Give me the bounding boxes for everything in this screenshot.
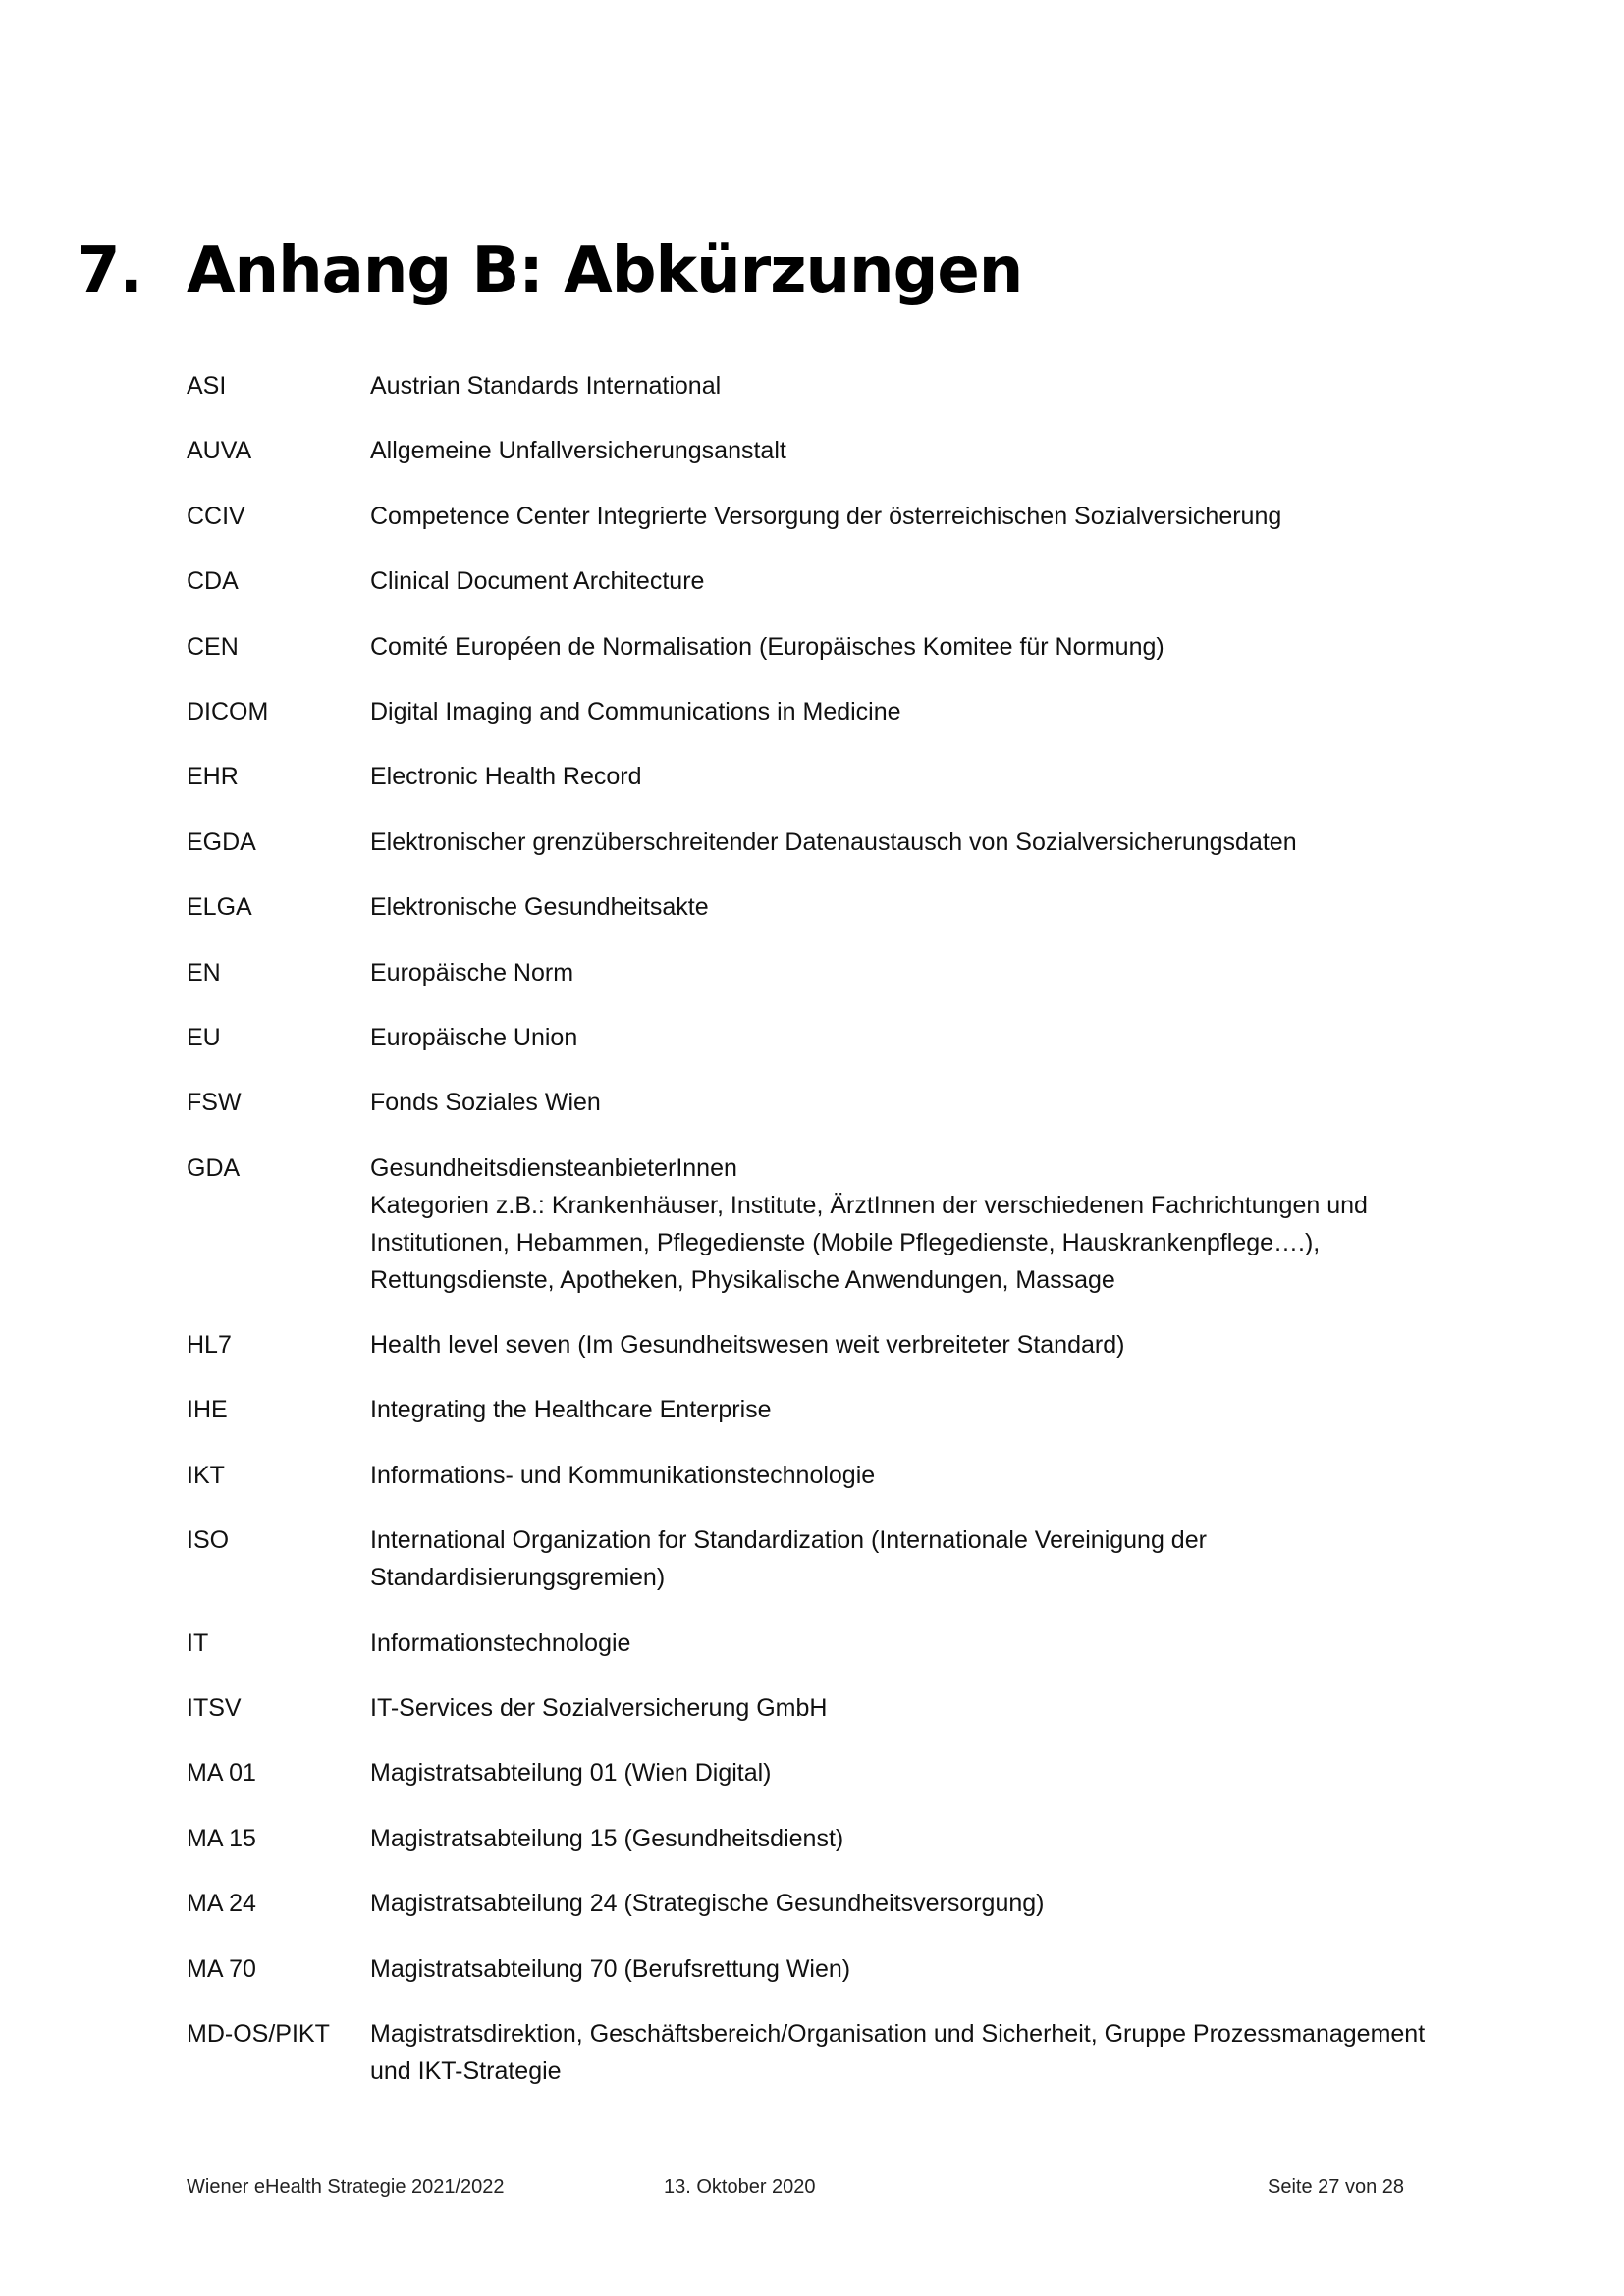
definition-line: IT-Services der Sozialversicherung GmbH xyxy=(370,1694,828,1723)
abbreviation-definition xyxy=(370,1625,1463,1662)
definition-line: Informations- und Kommunikationstechnologie xyxy=(370,1461,876,1489)
page-title xyxy=(77,232,1022,310)
abbreviation-term: IT xyxy=(187,1629,209,1657)
abbreviation-row xyxy=(187,1625,1463,1662)
abbreviation-definition xyxy=(370,1019,1463,1056)
abbreviation-term: CDA xyxy=(187,567,239,596)
abbreviation-term: ELGA xyxy=(187,893,252,922)
abbreviation-definition xyxy=(370,498,1463,535)
abbreviation-term: HL7 xyxy=(187,1331,232,1360)
definition-line: Institutionen, Hebammen, Pflegedienste (Mobile Pflegedienste, Hauskrankenpflege….), xyxy=(370,1228,1321,1256)
abbreviation-row xyxy=(187,1149,1463,1299)
abbreviation-term: AUVA xyxy=(187,437,252,465)
abbreviation-row xyxy=(187,888,1463,926)
definition-line: Digital Imaging and Communications in Medicine xyxy=(370,697,901,725)
definition-line: Elektronische Gesundheitsakte xyxy=(370,893,709,922)
abbreviation-row xyxy=(187,628,1463,666)
abbreviation-term: EGDA xyxy=(187,828,256,856)
abbreviation-row xyxy=(187,562,1463,600)
abbreviation-term: CEN xyxy=(187,632,239,661)
abbreviation-row xyxy=(187,1885,1463,1922)
abbreviation-row xyxy=(187,1754,1463,1791)
definition-line: International Organization for Standardization (Internationale Vereinigung der xyxy=(370,1526,1207,1555)
abbreviation-definition xyxy=(370,758,1463,795)
definition-line: Comité Européen de Normalisation (Europäisches Komitee für Normung) xyxy=(370,632,1164,661)
definition-line: Austrian Standards International xyxy=(370,372,722,400)
abbreviation-row xyxy=(187,954,1463,991)
abbreviation-row xyxy=(187,367,1463,404)
abbreviation-term: MA 24 xyxy=(187,1890,256,1918)
abbreviation-definition xyxy=(370,432,1463,469)
abbreviation-term: MD-OS/PIKT xyxy=(187,2019,330,2048)
abbreviation-definition xyxy=(370,1326,1463,1363)
definition-line: Rettungsdienste, Apotheken, Physikalische Anwendungen, Massage xyxy=(370,1265,1115,1294)
definition-line: Clinical Document Architecture xyxy=(370,567,705,596)
abbreviation-definition xyxy=(370,1754,1463,1791)
abbreviation-term: GDA xyxy=(187,1153,241,1182)
definition-line: Magistratsdirektion, Geschäftsbereich/Organisation und Sicherheit, Gruppe Prozessmanagement xyxy=(370,2019,1426,2048)
page-footer xyxy=(0,2172,1624,2202)
definition-line: Integrating the Healthcare Enterprise xyxy=(370,1396,772,1424)
abbreviation-term: EN xyxy=(187,958,221,987)
abbreviation-term: DICOM xyxy=(187,697,269,725)
abbreviation-definition xyxy=(370,693,1463,730)
abbreviation-row xyxy=(187,758,1463,795)
abbreviation-term: CCIV xyxy=(187,502,245,530)
definition-line: Competence Center Integrierte Versorgung der österreichischen Sozialversicherung xyxy=(370,502,1282,530)
footer-document-title: Wiener eHealth Strategie 2021/2022 xyxy=(187,2176,505,2198)
abbreviation-term: MA 01 xyxy=(187,1759,256,1788)
abbreviation-definition xyxy=(370,562,1463,600)
abbreviation-definition xyxy=(370,1457,1463,1494)
abbreviation-row xyxy=(187,1820,1463,1857)
abbreviation-term: ITSV xyxy=(187,1694,242,1723)
definition-line: Magistratsabteilung 70 (Berufsrettung Wien) xyxy=(370,1954,851,1983)
abbreviation-row xyxy=(187,498,1463,535)
abbreviation-row xyxy=(187,1084,1463,1121)
definition-line: Allgemeine Unfallversicherungsanstalt xyxy=(370,437,786,465)
definition-line: Magistratsabteilung 24 (Strategische Gesundheitsversorgung) xyxy=(370,1890,1045,1918)
abbreviation-term: MA 70 xyxy=(187,1954,256,1983)
abbreviation-row xyxy=(187,1457,1463,1494)
abbreviation-row xyxy=(187,693,1463,730)
abbreviation-term: IKT xyxy=(187,1461,225,1489)
definition-line: Health level seven (Im Gesundheitswesen weit verbreiteter Standard) xyxy=(370,1331,1125,1360)
definition-line: Magistratsabteilung 01 (Wien Digital) xyxy=(370,1759,772,1788)
abbreviation-term: EU xyxy=(187,1023,221,1051)
footer-page-number: Seite 27 von 28 xyxy=(1268,2176,1404,2198)
abbreviation-term: ISO xyxy=(187,1526,230,1555)
abbreviation-row xyxy=(187,2015,1463,2090)
abbreviation-row xyxy=(187,824,1463,861)
abbreviation-row xyxy=(187,1019,1463,1056)
abbreviation-definition xyxy=(370,1820,1463,1857)
abbreviation-term: EHR xyxy=(187,763,239,791)
abbreviation-row xyxy=(187,1326,1463,1363)
abbreviation-definition xyxy=(370,954,1463,991)
definition-line: Kategorien z.B.: Krankenhäuser, Institute, ÄrztInnen der verschiedenen Fachrichtungen und xyxy=(370,1191,1368,1219)
definition-line: Europäische Union xyxy=(370,1023,578,1051)
abbreviation-row xyxy=(187,432,1463,469)
definition-line: und IKT-Strategie xyxy=(370,2056,562,2085)
abbreviation-definition xyxy=(370,367,1463,404)
abbreviation-term: FSW xyxy=(187,1089,242,1117)
abbreviation-definition xyxy=(370,1950,1463,1988)
definition-line: Magistratsabteilung 15 (Gesundheitsdienst) xyxy=(370,1824,844,1852)
abbreviation-term: ASI xyxy=(187,372,227,400)
definition-line: Fonds Soziales Wien xyxy=(370,1089,601,1117)
definition-line: Informationstechnologie xyxy=(370,1629,631,1657)
abbreviation-definition xyxy=(370,1084,1463,1121)
abbreviation-row xyxy=(187,1689,1463,1727)
definition-line: Electronic Health Record xyxy=(370,763,642,791)
definition-line: Standardisierungsgremien) xyxy=(370,1564,666,1592)
abbreviation-term: IHE xyxy=(187,1396,228,1424)
abbreviation-definition xyxy=(370,888,1463,926)
definition-line: GesundheitsdiensteanbieterInnen xyxy=(370,1153,737,1182)
abbreviation-definition xyxy=(370,1885,1463,1922)
abbreviation-definition xyxy=(370,1149,1463,1299)
section-title: Anhang B: Abkürzungen xyxy=(187,235,1023,307)
abbreviation-definition xyxy=(370,628,1463,666)
abbreviation-definition xyxy=(370,1522,1463,1596)
abbreviation-row xyxy=(187,1522,1463,1596)
abbreviation-definition xyxy=(370,824,1463,861)
abbreviation-definition xyxy=(370,1689,1463,1727)
section-number: 7. xyxy=(77,235,142,307)
footer-date: 13. Oktober 2020 xyxy=(664,2176,816,2198)
abbreviation-row xyxy=(187,1950,1463,1988)
abbreviation-term: MA 15 xyxy=(187,1824,256,1852)
abbreviation-definition xyxy=(370,1391,1463,1428)
definition-line: Europäische Norm xyxy=(370,958,574,987)
abbreviation-definition xyxy=(370,2015,1463,2090)
abbreviation-row xyxy=(187,1391,1463,1428)
definition-line: Elektronischer grenzüberschreitender Datenaustausch von Sozialversicherungsdaten xyxy=(370,828,1297,856)
abbreviation-list xyxy=(187,367,1463,2117)
